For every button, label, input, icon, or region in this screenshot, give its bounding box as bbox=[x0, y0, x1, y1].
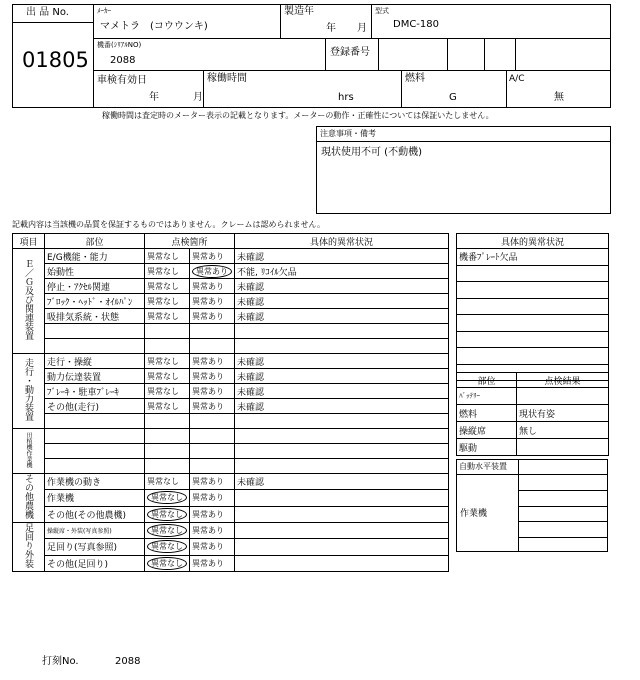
ok-cell bbox=[145, 249, 190, 264]
ok-cell bbox=[145, 429, 190, 444]
check-row bbox=[457, 405, 609, 422]
ok-cell bbox=[145, 399, 190, 414]
ng-cell bbox=[190, 490, 235, 506]
detail-row-cell bbox=[457, 298, 609, 315]
detail-cell bbox=[235, 539, 449, 555]
part-cell: ﾌﾞﾛｯｸ・ﾍｯﾄﾞ・ｵｲﾙﾊﾟﾝ bbox=[45, 294, 145, 309]
ng-text: 異常あり bbox=[192, 526, 224, 536]
part-cell: 動力伝達装置 bbox=[45, 369, 145, 384]
ok-text: 異常なし bbox=[147, 508, 187, 521]
ok-text: 異常なし bbox=[147, 540, 187, 553]
ng-cell bbox=[190, 414, 235, 429]
group-label bbox=[13, 523, 45, 572]
lot-label-divider bbox=[12, 22, 94, 23]
ok-text: 異常なし bbox=[147, 251, 179, 261]
check-result: 現状有姿 bbox=[517, 405, 609, 422]
check-part: 駆動 bbox=[457, 439, 517, 456]
ng-cell bbox=[190, 399, 235, 414]
check-result: 無し bbox=[517, 422, 609, 439]
serial-value: 2088 bbox=[110, 55, 136, 66]
detail-cell bbox=[235, 523, 449, 539]
ok-cell bbox=[145, 490, 190, 506]
ac-value: 無 bbox=[554, 92, 564, 103]
ng-text: 異常あり bbox=[192, 371, 224, 381]
ok-cell bbox=[145, 264, 190, 279]
detail-cell: 未確認 bbox=[235, 294, 449, 309]
hours-note: 稼働時間は査定時のメーター表示の記載となります。メーターの動作・正確性については保証いたしません。 bbox=[102, 111, 494, 120]
ok-text: 異常なし bbox=[147, 296, 179, 306]
fuel-label: 燃料 bbox=[405, 73, 425, 84]
stamp-label: 打刻No. bbox=[42, 656, 79, 667]
detail-row bbox=[457, 282, 609, 299]
detail-row bbox=[457, 315, 609, 332]
part-cell: 足回り(写真参照) bbox=[45, 539, 145, 555]
ac-label: A/C bbox=[509, 74, 525, 84]
ok-cell bbox=[145, 414, 190, 429]
notes-body: 現状使用不可 (不動機) bbox=[321, 147, 422, 158]
ng-cell bbox=[190, 384, 235, 399]
ok-cell bbox=[145, 339, 190, 354]
ng-cell bbox=[190, 555, 235, 571]
work-machine-label: 作業機 bbox=[460, 509, 488, 519]
ng-text: 異常あり bbox=[192, 265, 232, 278]
table-row bbox=[13, 555, 449, 571]
ng-cell bbox=[190, 294, 235, 309]
detail-cell: 未確認 bbox=[235, 474, 449, 490]
table-row bbox=[13, 249, 449, 264]
ok-cell bbox=[145, 555, 190, 571]
ok-cell bbox=[145, 474, 190, 490]
detail-table bbox=[456, 233, 609, 381]
table-row bbox=[13, 474, 449, 490]
table-row bbox=[13, 384, 449, 399]
table-row bbox=[13, 399, 449, 414]
inspection-table bbox=[12, 233, 449, 572]
ng-text: 異常あり bbox=[192, 509, 224, 519]
lot-number: 01805 bbox=[22, 48, 89, 72]
ok-cell bbox=[145, 324, 190, 339]
table-row bbox=[13, 444, 449, 459]
ng-text: 異常あり bbox=[192, 251, 224, 261]
ok-text: 異常なし bbox=[147, 356, 179, 366]
check-header-result: 点検結果 bbox=[517, 373, 609, 388]
ok-text: 異常なし bbox=[147, 386, 179, 396]
group-label bbox=[13, 474, 45, 523]
ok-cell bbox=[145, 523, 190, 539]
maker-value: マメトラ (コウウンキ) bbox=[100, 21, 208, 32]
ok-text: 異常なし bbox=[147, 491, 187, 504]
detail-row bbox=[457, 331, 609, 348]
detail-cell: 不能, ﾘｺｲﾙ欠品 bbox=[235, 264, 449, 279]
ng-cell bbox=[190, 474, 235, 490]
part-cell: その他(走行) bbox=[45, 399, 145, 414]
part-cell: 走行・操縦 bbox=[45, 354, 145, 369]
table-header-row bbox=[13, 234, 449, 249]
disclaimer: 記載内容は当該機の品質を保証するものではありません。クレームは認められません。 bbox=[12, 220, 325, 229]
ok-text: 異常なし bbox=[147, 401, 179, 411]
ng-cell bbox=[190, 459, 235, 474]
table-row bbox=[13, 354, 449, 369]
detail-cell: 未確認 bbox=[235, 399, 449, 414]
detail-cell: 未確認 bbox=[235, 369, 449, 384]
table-row bbox=[13, 523, 449, 539]
group-label bbox=[13, 354, 45, 429]
ng-cell bbox=[190, 444, 235, 459]
detail-cell: 未確認 bbox=[235, 384, 449, 399]
inspection-label: 車検有効日 bbox=[97, 75, 147, 86]
part-cell: 停止・ｱｸｾﾙ関連 bbox=[45, 279, 145, 294]
table-row bbox=[13, 414, 449, 429]
group-label-text: 走行・動力装置 bbox=[23, 358, 33, 421]
ng-cell bbox=[190, 339, 235, 354]
ok-text: 異常なし bbox=[147, 266, 179, 276]
part-cell bbox=[45, 339, 145, 354]
detail-cell: 未確認 bbox=[235, 354, 449, 369]
ok-cell bbox=[145, 506, 190, 522]
ok-cell bbox=[145, 354, 190, 369]
maker-label: ﾒｰｶｰ bbox=[97, 7, 111, 15]
check-row bbox=[457, 388, 609, 405]
group-label bbox=[13, 429, 45, 474]
detail-cell bbox=[235, 490, 449, 506]
ng-cell bbox=[190, 324, 235, 339]
detail-row bbox=[457, 249, 609, 266]
ok-cell bbox=[145, 294, 190, 309]
detail-row-cell bbox=[457, 265, 609, 282]
check-part: 操縦席 bbox=[457, 422, 517, 439]
check-header-row bbox=[457, 373, 609, 388]
detail-row bbox=[457, 298, 609, 315]
ng-cell bbox=[190, 369, 235, 384]
part-cell bbox=[45, 444, 145, 459]
detail-cell: 未確認 bbox=[235, 309, 449, 324]
part-cell bbox=[45, 324, 145, 339]
ok-text: 異常なし bbox=[147, 311, 179, 321]
detail-cell bbox=[235, 414, 449, 429]
group-label-text: 田植機作業機 bbox=[25, 431, 32, 468]
ok-text: 異常なし bbox=[147, 477, 179, 487]
table-row bbox=[13, 459, 449, 474]
hours-unit: hrs bbox=[338, 92, 354, 103]
part-cell: 操縦席・外装(写真参照) bbox=[45, 523, 145, 539]
stamp-value: 2088 bbox=[115, 656, 141, 667]
part-cell bbox=[45, 429, 145, 444]
ok-text: 異常なし bbox=[147, 557, 187, 570]
detail-cell bbox=[235, 429, 449, 444]
table-row bbox=[13, 264, 449, 279]
ok-cell bbox=[145, 384, 190, 399]
ok-cell bbox=[145, 444, 190, 459]
ng-text: 異常あり bbox=[192, 401, 224, 411]
check-result-table bbox=[456, 372, 609, 456]
ng-cell bbox=[190, 249, 235, 264]
ng-text: 異常あり bbox=[192, 356, 224, 366]
detail-header-row bbox=[457, 234, 609, 249]
year-unit-year: 年 bbox=[326, 23, 336, 34]
detail-row-cell bbox=[457, 315, 609, 332]
table-row bbox=[13, 279, 449, 294]
auto-level-label: 自動水平装置 bbox=[459, 462, 507, 471]
inspection-year: 年 bbox=[149, 92, 159, 103]
serial-label: 機番(ｼﾘｱﾙNO) bbox=[97, 41, 142, 49]
table-row bbox=[13, 324, 449, 339]
ok-cell bbox=[145, 279, 190, 294]
ok-text: 異常なし bbox=[147, 524, 187, 537]
ok-cell bbox=[145, 309, 190, 324]
ok-text: 異常なし bbox=[147, 371, 179, 381]
detail-cell bbox=[235, 339, 449, 354]
table-row bbox=[13, 294, 449, 309]
check-result bbox=[517, 388, 609, 405]
check-part: 燃料 bbox=[457, 405, 517, 422]
ng-cell bbox=[190, 539, 235, 555]
notes-box bbox=[316, 126, 611, 214]
header-item: 項目 bbox=[13, 234, 45, 249]
detail-cell bbox=[235, 459, 449, 474]
detail-cell bbox=[235, 555, 449, 571]
detail-row-cell bbox=[457, 282, 609, 299]
group-label-text: 足回り外装 bbox=[23, 523, 33, 568]
ng-text: 異常あり bbox=[192, 296, 224, 306]
header-check: 点検箇所 bbox=[145, 234, 235, 249]
year-label: 製造年 bbox=[284, 6, 314, 17]
check-row bbox=[457, 422, 609, 439]
ok-cell bbox=[145, 369, 190, 384]
check-part: ﾊﾞｯﾃﾘｰ bbox=[457, 388, 517, 405]
detail-cell bbox=[235, 444, 449, 459]
table-row bbox=[13, 506, 449, 522]
ng-cell bbox=[190, 429, 235, 444]
part-cell: E/G機能・能力 bbox=[45, 249, 145, 264]
ng-cell bbox=[190, 309, 235, 324]
group-label bbox=[13, 249, 45, 354]
group-label-text: その他農機 bbox=[23, 474, 33, 519]
table-row bbox=[13, 429, 449, 444]
table-row bbox=[13, 339, 449, 354]
notes-title: 注意事項・備考 bbox=[320, 129, 376, 138]
detail-cell bbox=[235, 324, 449, 339]
table-row bbox=[13, 539, 449, 555]
part-cell: その他(その他農機) bbox=[45, 506, 145, 522]
model-label: 型式 bbox=[375, 7, 389, 15]
check-row bbox=[457, 439, 609, 456]
part-cell bbox=[45, 414, 145, 429]
ng-text: 異常あり bbox=[192, 281, 224, 291]
ng-text: 異常あり bbox=[192, 558, 224, 568]
ok-cell bbox=[145, 459, 190, 474]
ng-text: 異常あり bbox=[192, 493, 224, 503]
detail-row bbox=[457, 265, 609, 282]
reg-label: 登録番号 bbox=[330, 47, 370, 58]
detail-header: 具体的異常状況 bbox=[457, 234, 609, 249]
check-result bbox=[517, 439, 609, 456]
inspection-month: 月 bbox=[193, 92, 203, 103]
ng-text: 異常あり bbox=[192, 477, 224, 487]
table-row bbox=[13, 369, 449, 384]
model-value: DMC-180 bbox=[393, 19, 440, 30]
lot-label: 出 品 No. bbox=[26, 7, 69, 18]
check-header-part: 部位 bbox=[457, 373, 517, 388]
part-cell: 始動性 bbox=[45, 264, 145, 279]
group-label-text: Ｅ／Ｇ及び関連装置 bbox=[23, 259, 33, 340]
detail-row-cell: 機番ﾌﾟﾚｰﾄ欠品 bbox=[457, 249, 609, 266]
part-cell bbox=[45, 459, 145, 474]
hours-label: 稼働時間 bbox=[207, 73, 247, 84]
detail-cell: 未確認 bbox=[235, 249, 449, 264]
ok-text: 異常なし bbox=[147, 281, 179, 291]
part-cell: 作業機 bbox=[45, 490, 145, 506]
ng-text: 異常あり bbox=[192, 542, 224, 552]
ng-cell bbox=[190, 264, 235, 279]
ok-cell bbox=[145, 539, 190, 555]
ng-cell bbox=[190, 279, 235, 294]
table-row bbox=[13, 490, 449, 506]
ng-text: 異常あり bbox=[192, 386, 224, 396]
fuel-value: G bbox=[449, 92, 457, 103]
detail-cell bbox=[235, 506, 449, 522]
header-part: 部位 bbox=[45, 234, 145, 249]
ng-cell bbox=[190, 523, 235, 539]
ng-cell bbox=[190, 354, 235, 369]
part-cell: 吸排気系統・状態 bbox=[45, 309, 145, 324]
detail-row-cell bbox=[457, 348, 609, 365]
ng-cell bbox=[190, 506, 235, 522]
part-cell: ﾌﾞﾚｰｷ・駐車ﾌﾞﾚｰｷ bbox=[45, 384, 145, 399]
header-detail: 具体的異常状況 bbox=[235, 234, 449, 249]
part-cell: 作業機の動き bbox=[45, 474, 145, 490]
part-cell: その他(足回り) bbox=[45, 555, 145, 571]
detail-cell: 未確認 bbox=[235, 279, 449, 294]
detail-row bbox=[457, 348, 609, 365]
table-row bbox=[13, 309, 449, 324]
year-unit-month: 月 bbox=[357, 23, 367, 34]
ng-text: 異常あり bbox=[192, 311, 224, 321]
detail-row-cell bbox=[457, 331, 609, 348]
